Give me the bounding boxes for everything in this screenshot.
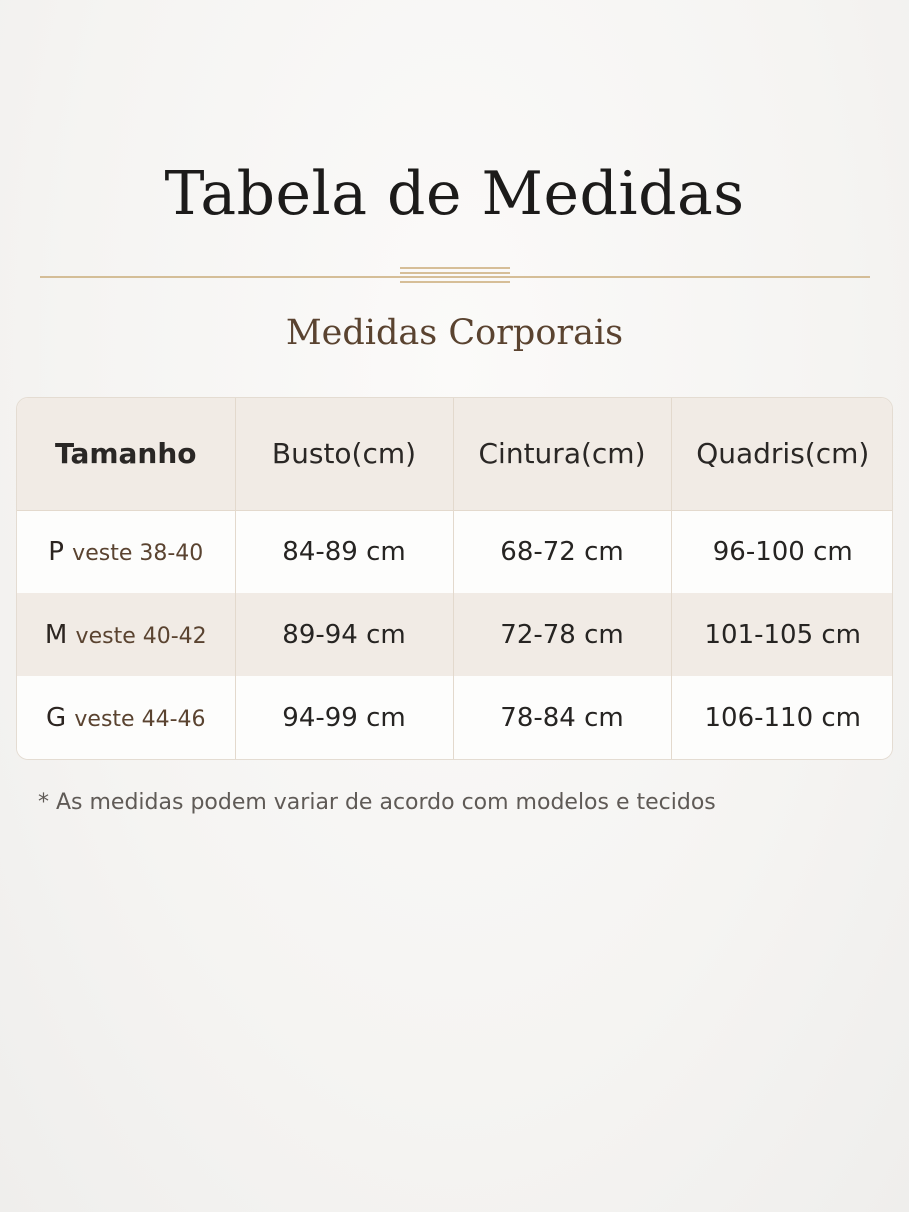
- busto-cell: 89-94 cm: [235, 593, 453, 676]
- column-header-tamanho: Tamanho: [17, 398, 235, 510]
- quadris-cell: 106-110 cm: [671, 676, 893, 759]
- size-note: veste 40-42: [75, 623, 207, 649]
- size-cell: [17, 676, 235, 759]
- cintura-cell: 72-78 cm: [453, 593, 671, 676]
- busto-cell: 84-89 cm: [235, 510, 453, 593]
- table-row: [17, 676, 893, 759]
- decorative-divider: [40, 262, 870, 288]
- cintura-cell: 78-84 cm: [453, 676, 671, 759]
- size-letter: M: [44, 619, 68, 650]
- size-letter: P: [48, 536, 64, 567]
- size-note: veste 38-40: [72, 540, 204, 566]
- column-header-quadris: Quadris(cm): [671, 398, 893, 510]
- size-letter: G: [45, 702, 67, 733]
- size-cell: [17, 593, 235, 676]
- table-row: [17, 593, 893, 676]
- size-note: veste 44-46: [74, 706, 206, 732]
- footnote: * As medidas podem variar de acordo com modelos e tecidos: [38, 790, 716, 815]
- table-header-row: [17, 398, 893, 510]
- size-table: [16, 397, 893, 760]
- table-row: [17, 510, 893, 593]
- quadris-cell: 96-100 cm: [671, 510, 893, 593]
- busto-cell: 94-99 cm: [235, 676, 453, 759]
- column-header-cintura: Cintura(cm): [453, 398, 671, 510]
- cintura-cell: 68-72 cm: [453, 510, 671, 593]
- size-cell: [17, 510, 235, 593]
- page-subtitle: Medidas Corporais: [285, 313, 624, 353]
- page-title: Tabela de Medidas: [164, 159, 745, 229]
- quadris-cell: 101-105 cm: [671, 593, 893, 676]
- column-header-busto: Busto(cm): [235, 398, 453, 510]
